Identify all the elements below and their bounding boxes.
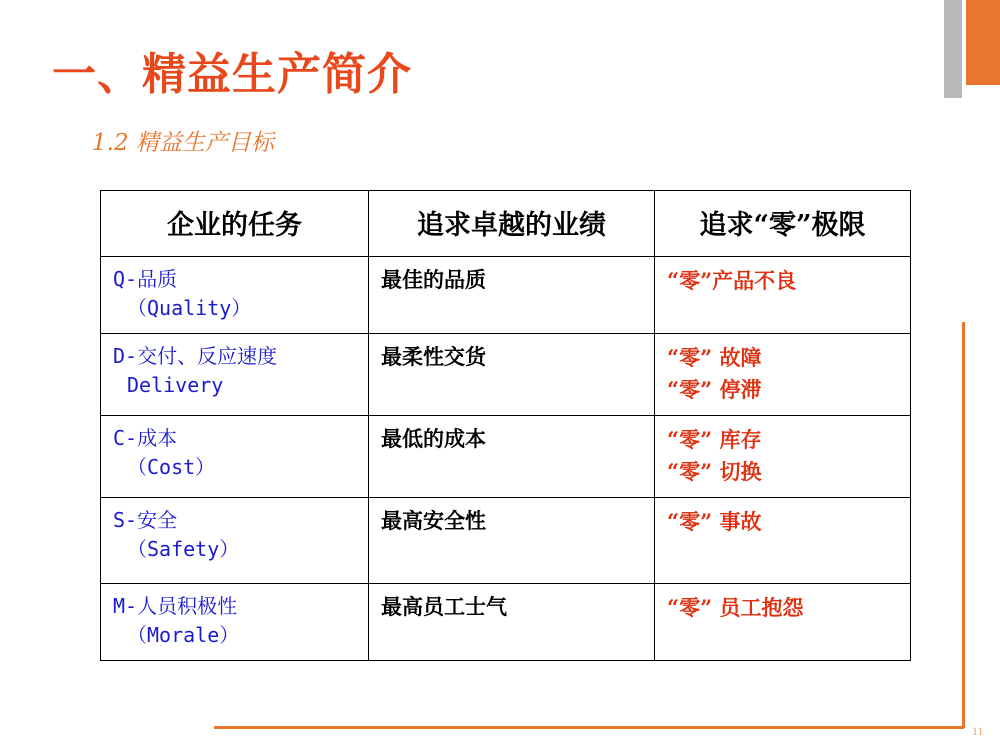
cell-zero bbox=[655, 334, 911, 416]
table-row bbox=[101, 257, 911, 334]
cell-zero bbox=[655, 257, 911, 334]
zero-line-1: “零” 事故 bbox=[667, 509, 762, 534]
cell-zero bbox=[655, 416, 911, 498]
task-line-2: （Cost） bbox=[127, 455, 216, 479]
cell-performance: 最佳的品质 bbox=[369, 257, 655, 334]
cell-performance: 最柔性交货 bbox=[369, 334, 655, 416]
task-line-2: （Safety） bbox=[127, 537, 240, 561]
task-line-2: Delivery bbox=[127, 373, 224, 397]
decor-orange-bar bbox=[966, 0, 1000, 85]
table-row bbox=[101, 334, 911, 416]
column-header-zero: 追求“零”极限 bbox=[655, 191, 911, 257]
task-line-1: D-交付、反应速度 bbox=[113, 344, 278, 368]
table-row bbox=[101, 416, 911, 498]
cell-performance: 最低的成本 bbox=[369, 416, 655, 498]
zero-line-2: “零” 切换 bbox=[667, 458, 762, 484]
slide-title: 一、精益生产简介 bbox=[52, 49, 412, 100]
column-header-task: 企业的任务 bbox=[101, 191, 369, 257]
zero-line-2: “零” 停滞 bbox=[667, 376, 762, 402]
task-line-1: C-成本 bbox=[113, 426, 178, 450]
zero-line-1: “零” 故障 bbox=[667, 345, 762, 370]
zero-line-1: “零” 员工抱怨 bbox=[667, 595, 804, 620]
column-header-performance: 追求卓越的业绩 bbox=[369, 191, 655, 257]
cell-zero bbox=[655, 498, 911, 584]
zero-line-1: “零” 库存 bbox=[667, 427, 762, 452]
decor-orange-horizontal-rule bbox=[214, 726, 964, 729]
lean-goals-table bbox=[100, 190, 911, 661]
cell-task bbox=[101, 257, 369, 334]
task-line-2: （Morale） bbox=[127, 623, 240, 647]
table-row bbox=[101, 584, 911, 661]
task-line-1: S-安全 bbox=[113, 508, 178, 532]
task-line-2: （Quality） bbox=[127, 296, 252, 320]
cell-zero bbox=[655, 584, 911, 661]
table-header-row bbox=[101, 191, 911, 257]
cell-performance: 最高员工士气 bbox=[369, 584, 655, 661]
cell-task bbox=[101, 416, 369, 498]
cell-performance: 最高安全性 bbox=[369, 498, 655, 584]
task-line-1: Q-品质 bbox=[113, 267, 178, 291]
task-line-1: M-人员积极性 bbox=[113, 594, 238, 618]
cell-task bbox=[101, 334, 369, 416]
decor-gray-bar bbox=[944, 0, 962, 98]
zero-line-1: “零”产品不良 bbox=[667, 268, 797, 293]
cell-task bbox=[101, 498, 369, 584]
decor-orange-vertical-rule bbox=[962, 322, 965, 728]
cell-task bbox=[101, 584, 369, 661]
page-number: 11 bbox=[972, 724, 984, 738]
table-row bbox=[101, 498, 911, 584]
slide-subtitle: 1.2 精益生产目标 bbox=[92, 130, 274, 156]
